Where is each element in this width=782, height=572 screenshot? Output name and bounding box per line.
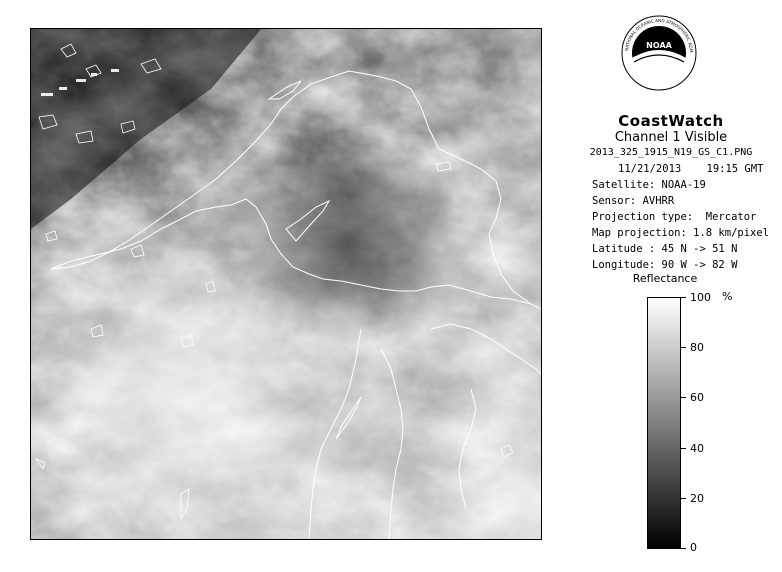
satellite-label: Satellite: NOAA-19 [592, 179, 706, 191]
scale-tick [681, 498, 686, 499]
scale-unit: % [722, 290, 733, 303]
longitude-label: Longitude: 90 W -> 82 W [592, 259, 738, 271]
file-name: 2013_325_1915_N19_GS_C1.PNG [589, 147, 753, 158]
scale-tick [681, 397, 686, 398]
scale-tick [681, 548, 686, 549]
satellite-image-map[interactable] [30, 28, 542, 540]
svg-text:NATIONAL OCEANIC AND ATMOSPHER: NATIONAL OCEANIC AND ATMOSPHERIC ADM [624, 17, 695, 53]
sensor-label: Sensor: AVHRR [592, 195, 675, 207]
scale-tick-label: 0 [690, 541, 697, 554]
reflectance-colorbar [647, 297, 681, 549]
channel-label: Channel 1 Visible [614, 130, 728, 145]
scale-tick-label: 40 [690, 442, 704, 455]
noaa-logo-text: NOAA [646, 41, 672, 50]
noaa-logo [620, 14, 698, 92]
scale-tick-label: 60 [690, 391, 704, 404]
scale-tick-label: 100 [690, 291, 711, 304]
scale-tick-label: 80 [690, 341, 704, 354]
scale-tick-label: 20 [690, 492, 704, 505]
scale-tick [681, 297, 686, 298]
scale-tick [681, 347, 686, 348]
satellite-image-svg [31, 29, 541, 539]
scale-title: Reflectance [632, 272, 698, 285]
map-projection-label: Map projection: 1.8 km/pixel [592, 227, 770, 239]
latitude-label: Latitude : 45 N -> 51 N [592, 243, 738, 255]
scale-tick [681, 448, 686, 449]
date-time: 11/21/2013 19:15 GMT [618, 163, 764, 175]
product-title: CoastWatch [618, 112, 724, 130]
projection-type-label: Projection type: Mercator [592, 211, 757, 223]
